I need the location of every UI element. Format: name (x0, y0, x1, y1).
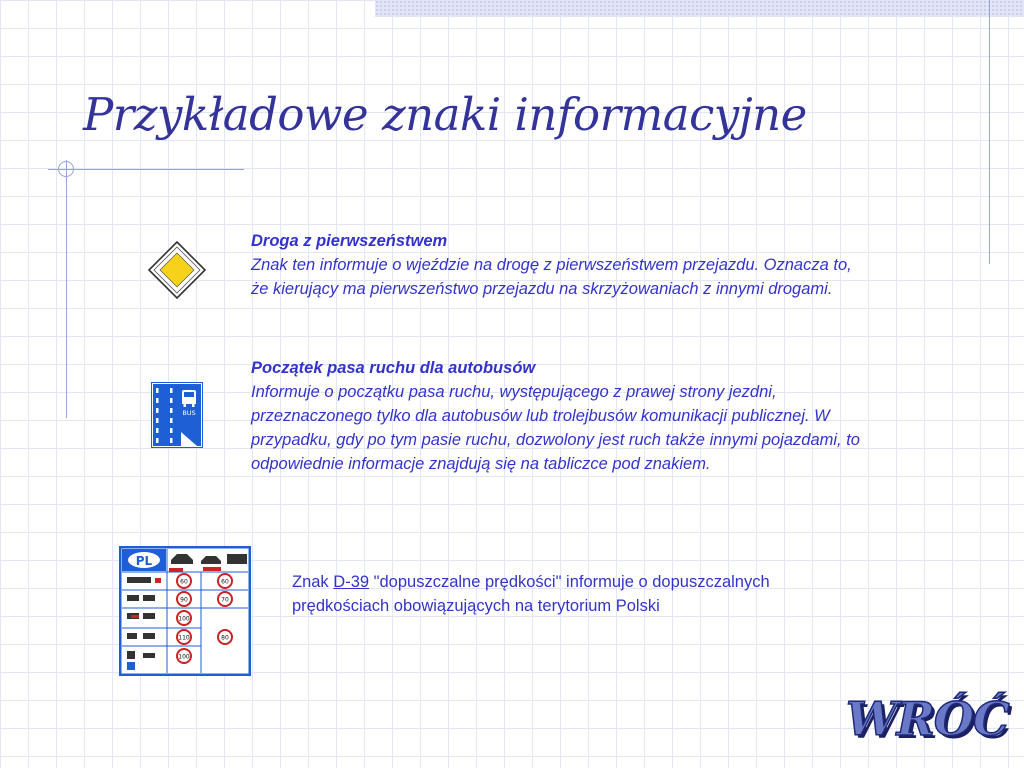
bus-lane-text: Informuje o początku pasa ruchu, występującego z prawej strony jezdni, przeznaczonego tylko dla autobusów lub trolejbusów komunikacji publicznej. W przypadku, gdy po tym pasie ruchu, dozwolony jest ruch także innymi pojazdami, to odpowiednie informacje znajdują się na tabliczce pod znakiem. (251, 383, 860, 473)
speed-limits-sign-icon (119, 546, 251, 676)
crop-mark-circle (58, 161, 74, 177)
speed-limits-prefix: Znak (292, 573, 334, 591)
left-horizontal-rule (48, 169, 244, 170)
speed-limit-col2-1 (218, 592, 232, 606)
priority-road-sign-icon (147, 240, 207, 300)
bus-lane-sign-icon (151, 382, 203, 448)
speed-limit-value: 60 (180, 578, 188, 586)
speed-limit-value: 60 (221, 578, 229, 586)
priority-road-text: Znak ten informuje o wjeździe na drogę z pierwszeństwem przejazdu. Oznacza to, że kierujący ma pierwszeństwo przejazdu na skrzyżowaniach z innymi drogami. (251, 256, 852, 298)
speed-limit-value: 80 (221, 634, 229, 642)
back-button[interactable]: WRÓĆ (846, 692, 1009, 746)
bus-lane-title: Początek pasa ruchu dla autobusów (251, 359, 536, 377)
top-decorative-band (375, 0, 1024, 17)
speed-limit-col1-0 (177, 574, 191, 588)
speed-limit-col1-2 (177, 611, 191, 625)
speed-limits-description (292, 570, 852, 618)
speed-limit-col1-1 (177, 592, 191, 606)
speed-limits-suffix: "dopuszczalne prędkości" informuje o dopuszczalnych prędkościach obowiązujących na terytorium Polski (292, 573, 770, 615)
right-vertical-rule (989, 0, 990, 264)
speed-limit-col1-3 (177, 630, 191, 644)
priority-road-description (251, 229, 871, 301)
speed-limit-col2-2 (218, 630, 232, 644)
bus-lane-description (251, 356, 871, 476)
left-vertical-rule (66, 160, 67, 418)
speed-limit-value: 110 (178, 634, 190, 642)
speed-limit-col1-4 (177, 649, 191, 663)
page-title: Przykładowe znaki informacyjne (83, 88, 807, 141)
speed-limit-value: 100 (178, 615, 190, 623)
speed-limit-value: 100 (178, 653, 190, 661)
speed-sign-country: PL (135, 554, 153, 568)
d39-link[interactable]: D-39 (333, 573, 370, 591)
speed-limit-col2-0 (218, 574, 232, 588)
speed-limit-value: 70 (221, 596, 229, 604)
bus-sign-label: BUS (182, 409, 196, 417)
speed-limit-value: 90 (180, 596, 188, 604)
priority-road-title: Droga z pierwszeństwem (251, 232, 448, 250)
